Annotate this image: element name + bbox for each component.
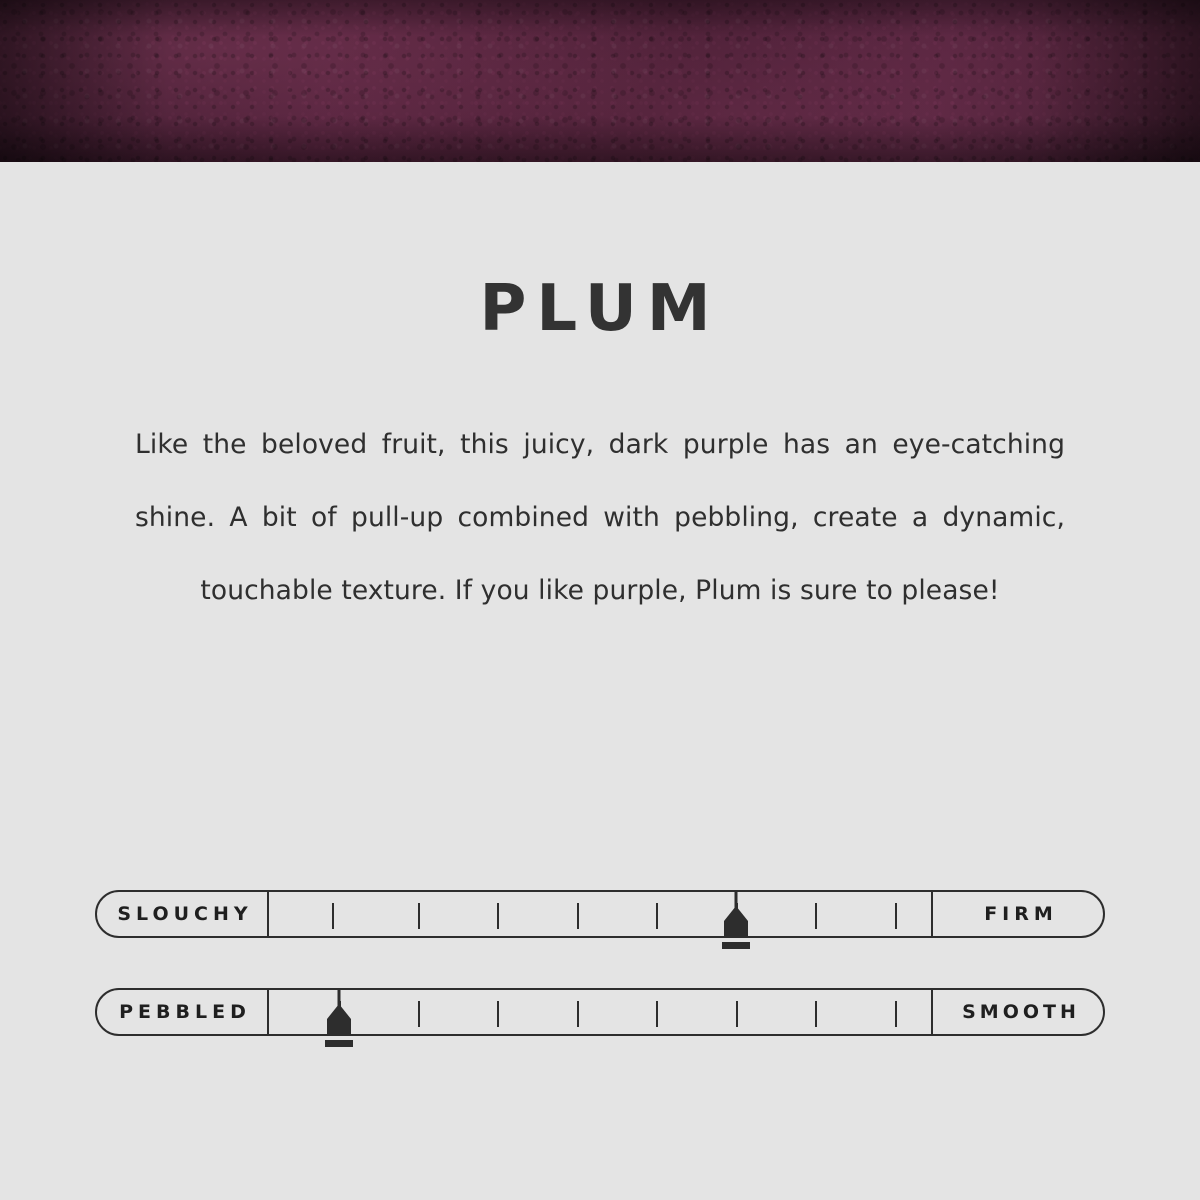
color-description: Like the beloved fruit, this juicy, dark purple has an eye-catching shine. A bit of pull-up combined with pebbling, create a dynamic, touchable texture. If you like purple, Plum is sure to please! bbox=[135, 429, 1065, 606]
tick-mark bbox=[736, 903, 738, 929]
scale-texture-ticks bbox=[269, 990, 931, 1034]
tick-mark bbox=[895, 903, 897, 929]
scale-structure-ticks bbox=[269, 892, 931, 936]
tick-mark bbox=[815, 903, 817, 929]
scale-structure-track[interactable] bbox=[95, 890, 1105, 938]
tick-mark bbox=[895, 1001, 897, 1027]
tick-mark bbox=[497, 1001, 499, 1027]
swatch-vignette bbox=[0, 0, 1200, 162]
card-content bbox=[0, 162, 1200, 627]
tick-mark bbox=[577, 1001, 579, 1027]
scale-texture-right-label: SMOOTH bbox=[931, 990, 1103, 1034]
scale-structure-right-label: FIRM bbox=[931, 892, 1103, 936]
attribute-scales bbox=[0, 890, 1200, 1086]
tick-mark bbox=[418, 903, 420, 929]
scale-structure-left-label: SLOUCHY bbox=[97, 892, 269, 936]
tick-mark bbox=[497, 903, 499, 929]
scale-texture bbox=[95, 988, 1105, 1036]
tick-mark bbox=[656, 903, 658, 929]
leather-swatch-image bbox=[0, 0, 1200, 162]
scale-texture-track[interactable] bbox=[95, 988, 1105, 1036]
tick-mark bbox=[577, 903, 579, 929]
page-title: PLUM bbox=[479, 272, 721, 346]
tick-mark bbox=[339, 1001, 341, 1027]
scale-texture-left-label: PEBBLED bbox=[97, 990, 269, 1034]
tick-mark bbox=[815, 1001, 817, 1027]
tick-mark bbox=[736, 1001, 738, 1027]
tick-mark bbox=[332, 903, 334, 929]
scale-structure bbox=[95, 890, 1105, 938]
tick-mark bbox=[656, 1001, 658, 1027]
tick-mark bbox=[418, 1001, 420, 1027]
